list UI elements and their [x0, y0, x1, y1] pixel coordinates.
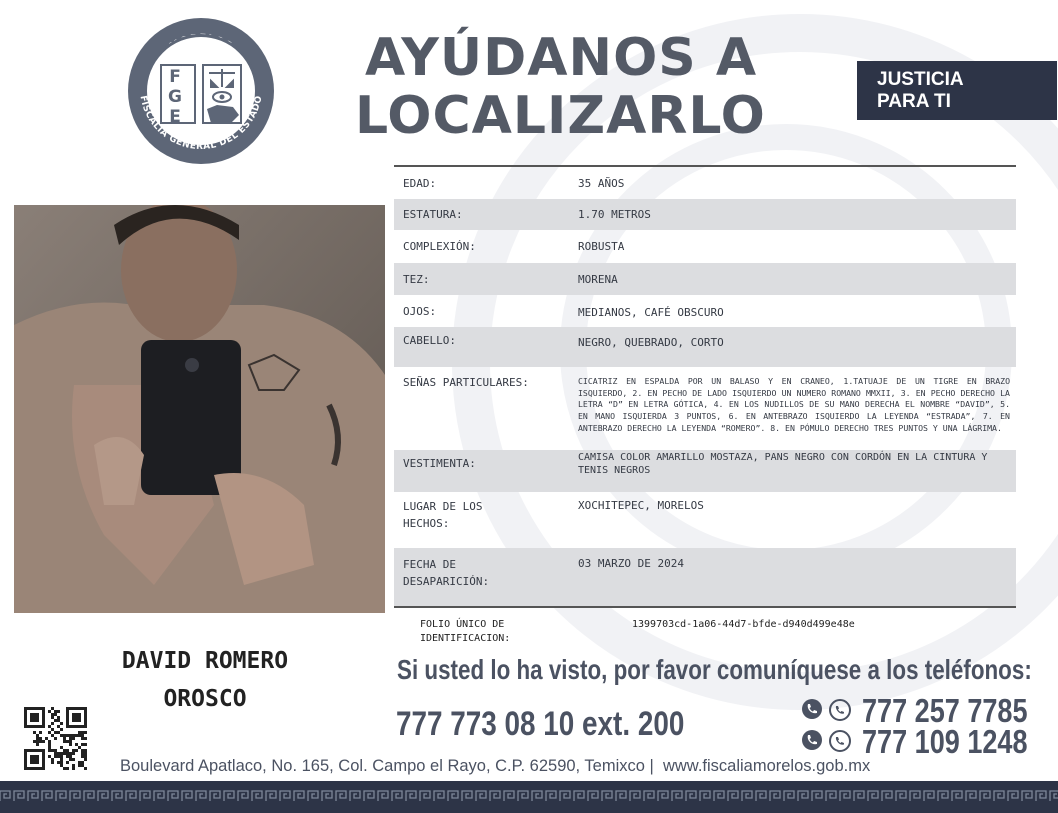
detail-label: LUGAR DE LOS HECHOS:: [403, 500, 483, 530]
detail-label: EDAD:: [403, 177, 437, 190]
detail-row-fecha: [394, 548, 1016, 606]
seal-letter-f: F: [169, 67, 181, 87]
table-bottom-rule: [394, 606, 1016, 608]
whatsapp-icon: [829, 730, 851, 752]
detail-value: MEDIANOS, CAFÉ OBSCURO: [578, 306, 724, 319]
detail-label: TEZ:: [403, 273, 430, 286]
footer-pattern: [0, 789, 1058, 803]
phone-number-1: 777 257 7785: [862, 692, 1028, 729]
seal-letter-e: E: [169, 107, 181, 127]
detail-label: VESTIMENTA:: [403, 457, 476, 470]
person-name-line-1: DAVID ROMERO: [121, 648, 289, 674]
detail-value: 35 AÑOS: [578, 177, 625, 190]
detail-value: CAMISA COLOR AMARILLO MOSTAZA, PANS NEGRO CON CORDÓN EN LA CINTURA Y TENIS NEGROS: [578, 452, 988, 476]
seal-letter-g: G: [168, 87, 182, 107]
fge-seal-logo: [128, 18, 274, 164]
svg-text:FISCALÍA GENERAL DEL ESTADO: FISCALÍA GENERAL DEL ESTADO: [137, 94, 265, 153]
detail-value: NEGRO, QUEBRADO, CORTO: [578, 336, 724, 349]
detail-label: CABELLO:: [403, 334, 456, 347]
person-photo: [14, 205, 385, 613]
seal-letters: [165, 67, 185, 127]
detail-row-edad: [394, 167, 1016, 199]
phone-icon: [802, 699, 822, 719]
detail-row-estatura: [394, 199, 1016, 230]
badge-line-1: JUSTICIA: [877, 69, 964, 90]
detail-label: FECHA DE DESAPARICIÓN:: [403, 558, 490, 588]
detail-value: ROBUSTA: [578, 240, 625, 253]
folio-label: FOLIO ÚNICO DE IDENTIFICACION:: [420, 619, 511, 644]
title-line-1: AYÚDANOS A: [365, 28, 758, 88]
badge-line-2: PARA TI: [877, 91, 951, 112]
title-line-2: LOCALIZARLO: [355, 86, 766, 146]
footer-address: Boulevard Apatlaco, No. 165, Col. Campo el Rayo, C.P. 62590, Temixco | www.fiscaliamorelos.gob.mx: [120, 757, 871, 775]
detail-label: COMPLEXIÓN:: [403, 240, 476, 253]
detail-row-tez: [394, 263, 1016, 295]
detail-row-cabello: [394, 327, 1016, 367]
whatsapp-icon: [829, 699, 851, 721]
detail-row-complexion: [394, 230, 1016, 263]
contact-prompt: Si usted lo ha visto, por favor comuníquese a los teléfonos:: [397, 654, 1032, 685]
detail-value: CICATRIZ EN ESPALDA POR UN BALASO Y EN CRANEO, 1.TATUAJE DE UN TIGRE EN BRAZO ISQUIERDO, 2. EN PECHO DE LADO ISQUIERDO UN NUMERO ROMANO MMXII, 3. EN PECHO DERECHO LA LETRA “D” EN LETRA GÓTICA, 4. EN LOS NUDILLOS DE SU MANO DERECHA EL NOMBRE “DAVID”, 5. EN MANO ISQUIERDA 3 PUNTOS, 6. EN ANTEBRAZO ISQUIERDO LA LEYENDA “ESTRADA”, 7. EN ANTEBRAZO DERECHO LA LEYENDA “ROMERO”. 8. EN PÓMULO DERECHO TRES PUNTOS Y UNA LÁGRIMA.: [578, 376, 1010, 433]
main-phone: 777 773 08 10 ext. 200: [396, 705, 685, 743]
folio-value: 1399703cd-1a06-44d7-bfde-d940d499e48e: [632, 619, 855, 630]
qr-code[interactable]: [24, 707, 87, 770]
detail-label: SEÑAS PARTICULARES:: [403, 376, 529, 389]
phone-icon: [802, 730, 822, 750]
detail-row-ojos: [394, 295, 1016, 327]
detail-value: 1.70 METROS: [578, 208, 651, 221]
phone-row-2: [802, 723, 1042, 759]
detail-label: ESTATURA:: [403, 208, 463, 221]
detail-value: MORENA: [578, 273, 618, 286]
detail-value: 03 MARZO DE 2024: [578, 557, 684, 570]
person-name-line-2: OROSCO: [163, 686, 247, 712]
detail-row-vestimenta: [394, 450, 1016, 492]
seal-inner-circle: [144, 34, 258, 148]
justicia-para-ti-badge: [857, 61, 1057, 120]
detail-row-lugar: [394, 492, 1016, 548]
detail-row-senas: [394, 367, 1016, 450]
detail-value: XOCHITEPEC, MORELOS: [578, 499, 704, 512]
detail-label: OJOS:: [403, 305, 437, 318]
phone-number-2: 777 109 1248: [862, 723, 1028, 760]
